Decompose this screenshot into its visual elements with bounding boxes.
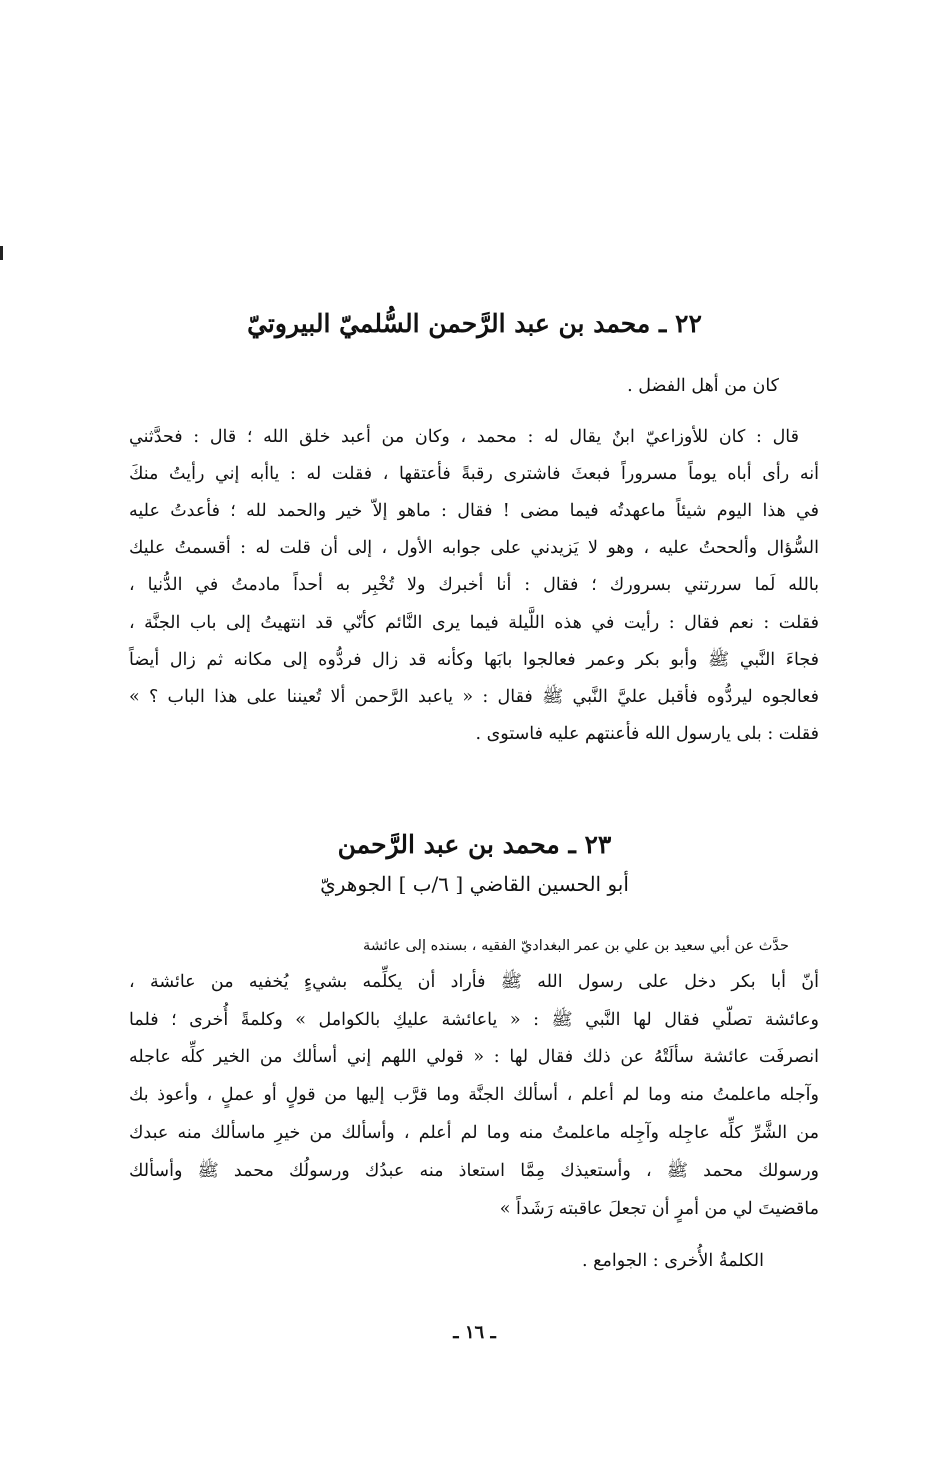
entry-23-isnad: حدَّث عن أبي سعيد بن علي بن عمر البغداديّ الفقيه ، بسنده إلى عائشة <box>363 938 789 954</box>
entry-22-line-5: بالله لَما سررتني بسرورك ؛ فقال : أنا أخبرك ولا تُخْبِر به أحداً مادمتُ في الدُّنيا ، <box>129 575 819 595</box>
entry-22-title: ٢٢ ـ محمد بن عبد الرَّحمن السُّلميّ البيروتيّ <box>247 309 702 338</box>
entry-22-line-8: فعالجوه ليردُّوه فأقبل عليَّ النَّبي ﷺ فقال : « ياعبد الرَّحمن ألا تُعيننا على هذا الباب ؟ » <box>129 687 819 707</box>
entry-22-line-7: فجاءَ النَّبي ﷺ وأبو بكر وعمر فعالجوا بابَها وكأنه قد زال فردُّوه إلى مكانه ثم زال أيضاً <box>129 650 819 670</box>
entry-22-line-4: السُّؤال وألححتُ عليه ، وهو لا يَزيدني على جوابه الأول ، إلى أن قلت له : أقسمتُ عليك <box>129 538 819 558</box>
entry-23-line-1: أنّ أبا بكر دخل على رسول الله ﷺ فأراد أن يكلِّمه بشيءٍ يُخفيه من عائشة ، <box>129 972 819 992</box>
entry-23-line-4: وآجله ماعلمتُ منه وما لم أعلم ، أسألك الجنَّة وما قرَّب إليها من قولٍ أو عملٍ ، وأعوذ بك <box>129 1085 819 1105</box>
margin-mark <box>0 246 3 260</box>
entry-23-line-6: ورسولك محمد ﷺ ، وأستعيذك مِمَّا استعاذ منه عبدُك ورسولُك محمد ﷺ وأسألك <box>129 1161 819 1181</box>
entry-22-line-9: فقلت : بلى يارسول الله فأعنتهم عليه فاستوى . <box>475 724 819 744</box>
entry-23-closing: الكلمةُ الأُخرى : الجوامع . <box>582 1251 764 1271</box>
entry-23-line-3: انصرفَت عائشة سألَتْهُ عن ذلك فقال لها : « قولي اللهم إني أسألك من الخير كلِّه عاجله <box>129 1047 819 1067</box>
entry-22-line-6: فقلت : نعم فقال : رأيت في هذه اللَّيلة فيما يرى النَّائم كأنّي قد انتهيتُ إلى باب الجنَّة ، <box>129 613 819 633</box>
entry-23-line-2: وعائشة تصلّي فقال لها النَّبي ﷺ : « ياعائشة عليكِ بالكوامل » وكلمةً أُخرى ؛ فلما <box>129 1010 819 1030</box>
entry-22-line-1: قال : كان للأوزاعيّ ابنٌ يقال له : محمد ، وكان من أعبد خلق الله ؛ قال : فحدَّثني <box>129 427 799 447</box>
entry-23-subtitle: أبو الحسين القاضي [ ٦/ب ] الجوهريّ <box>320 872 629 896</box>
page-number: ـ ١٦ ـ <box>453 1322 496 1343</box>
entry-22-line-2: أنه رأى أباه يوماً مسروراً فبعثَ فاشترى رقبةً فأعتقها ، فقلت له : ياأبه إني رأيتُ منكَ <box>129 464 819 484</box>
entry-22-line-3: في هذا اليوم شيئاً ماعهدتُه فيما مضى ! فقال : ماهو إلاّ خير والحمد لله ؛ فأعدتُ عليه <box>129 501 819 521</box>
entry-23-line-7: ماقضيتَ لي من أمرٍ أن تجعلَ عاقبته رَشَداً » <box>499 1199 819 1219</box>
entry-23-line-5: من الشَّرِّ كلِّه عاجِله وآجِله ماعلمتُ منه وما لم أعلم ، وأسألك من خيرِ ماسألك منه عبدك <box>129 1123 819 1143</box>
entry-23-title: ٢٣ ـ محمد بن عبد الرَّحمن <box>337 830 612 859</box>
entry-22-intro: كان من أهل الفضل . <box>627 376 779 396</box>
